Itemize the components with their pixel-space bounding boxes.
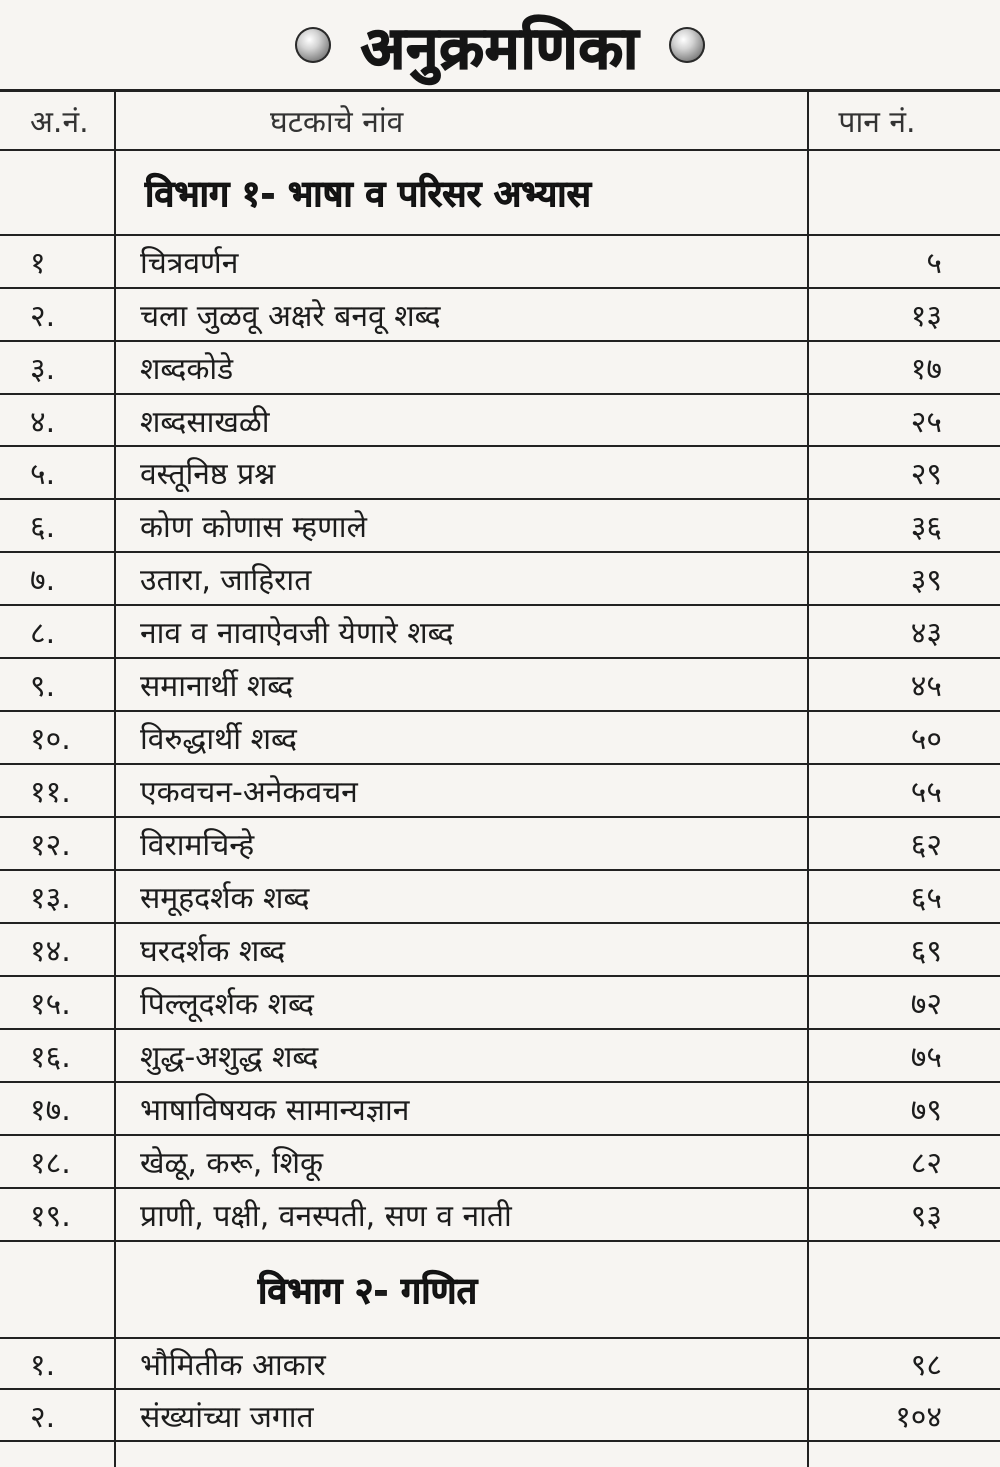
row-divider <box>0 1440 1000 1442</box>
chapter-name: शुद्ध-अशुद्ध शब्द <box>140 1040 319 1075</box>
table-row <box>0 553 1000 604</box>
header-chapter-name: घटकाचे नांव <box>270 105 404 140</box>
chapter-name: घरदर्शक शब्द <box>140 934 286 969</box>
header-number: अ.नं. <box>30 105 89 140</box>
chapter-name: कोण कोणास म्हणाले <box>140 510 367 545</box>
row-number: १९. <box>30 1199 71 1234</box>
chapter-name: समूहदर्शक शब्द <box>140 881 310 916</box>
table-row <box>0 395 1000 445</box>
page-number: ९३ <box>910 1199 942 1234</box>
page-number: ७९ <box>910 1093 942 1128</box>
chapter-name: वस्तूनिष्ठ प्रश्न <box>140 457 276 492</box>
chapter-name: चित्रवर्णन <box>140 246 239 281</box>
page-number: ७२ <box>910 987 942 1022</box>
chapter-name: शब्दकोडे <box>140 352 234 387</box>
row-number: १८. <box>30 1146 71 1181</box>
bullet-icon-right <box>669 27 705 63</box>
table-row <box>0 1030 1000 1081</box>
row-number: १६. <box>30 1040 71 1075</box>
section-title: विभाग १- भाषा व परिसर अभ्यास <box>145 174 591 215</box>
table-row <box>0 659 1000 710</box>
chapter-name: भाषाविषयक सामान्यज्ञान <box>140 1093 410 1128</box>
chapter-name: भौमितीक आकार <box>140 1348 326 1383</box>
table-header <box>0 92 1000 149</box>
page-number: ५५ <box>910 775 942 810</box>
row-number: ११. <box>30 775 71 810</box>
page-number: ५ <box>926 246 942 281</box>
table-row <box>0 1339 1000 1388</box>
table-row <box>0 1136 1000 1187</box>
row-number: २. <box>30 299 56 334</box>
chapter-name: पिल्लूदर्शक शब्द <box>140 987 314 1022</box>
table-row <box>0 712 1000 763</box>
table-row <box>0 871 1000 922</box>
chapter-name: संख्यांच्या जगात <box>140 1399 314 1435</box>
table-row <box>0 342 1000 393</box>
chapter-name: विरुद्धार्थी शब्द <box>140 722 297 757</box>
table-row <box>0 236 1000 287</box>
row-number: ३. <box>30 352 56 387</box>
table-row <box>0 289 1000 340</box>
table-row <box>0 1083 1000 1134</box>
table-row <box>0 1189 1000 1240</box>
table-row <box>0 606 1000 657</box>
section-heading <box>0 151 1000 234</box>
section-title: विभाग २- गणित <box>258 1271 478 1312</box>
table-row <box>0 447 1000 498</box>
row-number: १. <box>30 1348 56 1383</box>
page-number: १०४ <box>895 1399 942 1435</box>
header-page-number: पान नं. <box>838 105 916 140</box>
table-row <box>0 977 1000 1028</box>
page-number: ४३ <box>910 616 942 651</box>
chapter-name: उतारा, जाहिरात <box>140 563 312 598</box>
row-number: १ <box>30 246 46 281</box>
chapter-name: समानार्थी शब्द <box>140 669 294 704</box>
row-number: ९. <box>30 669 56 704</box>
chapter-name: विरामचिन्हे <box>140 828 255 863</box>
page-number: ४५ <box>910 669 942 704</box>
table-row <box>0 924 1000 975</box>
page-number: २५ <box>910 404 942 440</box>
row-number: १३. <box>30 881 71 916</box>
row-number: ७. <box>30 563 56 598</box>
row-number: ६. <box>30 510 56 545</box>
chapter-name: प्राणी, पक्षी, वनस्पती, सण व नाती <box>140 1199 512 1234</box>
page-number: ३६ <box>910 510 942 545</box>
chapter-name: चला जुळवू अक्षरे बनवू शब्द <box>140 299 441 334</box>
page-number: ६५ <box>910 881 942 916</box>
table-row <box>0 818 1000 869</box>
chapter-name: नाव व नावाऐवजी येणारे शब्द <box>140 616 454 651</box>
chapter-name: शब्दसाखळी <box>140 404 270 440</box>
row-number: २. <box>30 1399 56 1435</box>
page-number: ३९ <box>910 563 942 598</box>
page-number: ६९ <box>910 934 942 969</box>
row-number: १४. <box>30 934 71 969</box>
page-number: १३ <box>910 299 942 334</box>
table-row <box>0 500 1000 551</box>
page-number: ६२ <box>910 828 942 863</box>
page-number: २९ <box>910 457 942 492</box>
page-number: १७ <box>910 352 942 387</box>
page-number: ५० <box>910 722 942 757</box>
table-row <box>0 765 1000 816</box>
title-bar <box>0 0 1000 90</box>
table-row <box>0 1390 1000 1440</box>
chapter-name: एकवचन-अनेकवचन <box>140 775 358 810</box>
row-number: १७. <box>30 1093 71 1128</box>
page-number: ८२ <box>910 1146 942 1181</box>
row-number: १२. <box>30 828 71 863</box>
row-number: ५. <box>30 457 56 492</box>
page-number: ९८ <box>910 1348 942 1383</box>
chapter-name: खेळू, करू, शिकू <box>140 1146 324 1181</box>
row-number: ८. <box>30 616 56 651</box>
page-title: अनुक्रमणिका <box>360 13 640 82</box>
page-number: ७५ <box>910 1040 942 1075</box>
row-number: १५. <box>30 987 71 1022</box>
bullet-icon-left <box>295 27 331 63</box>
section-heading <box>0 1242 1000 1337</box>
row-number: १०. <box>30 722 71 757</box>
row-number: ४. <box>30 404 56 440</box>
